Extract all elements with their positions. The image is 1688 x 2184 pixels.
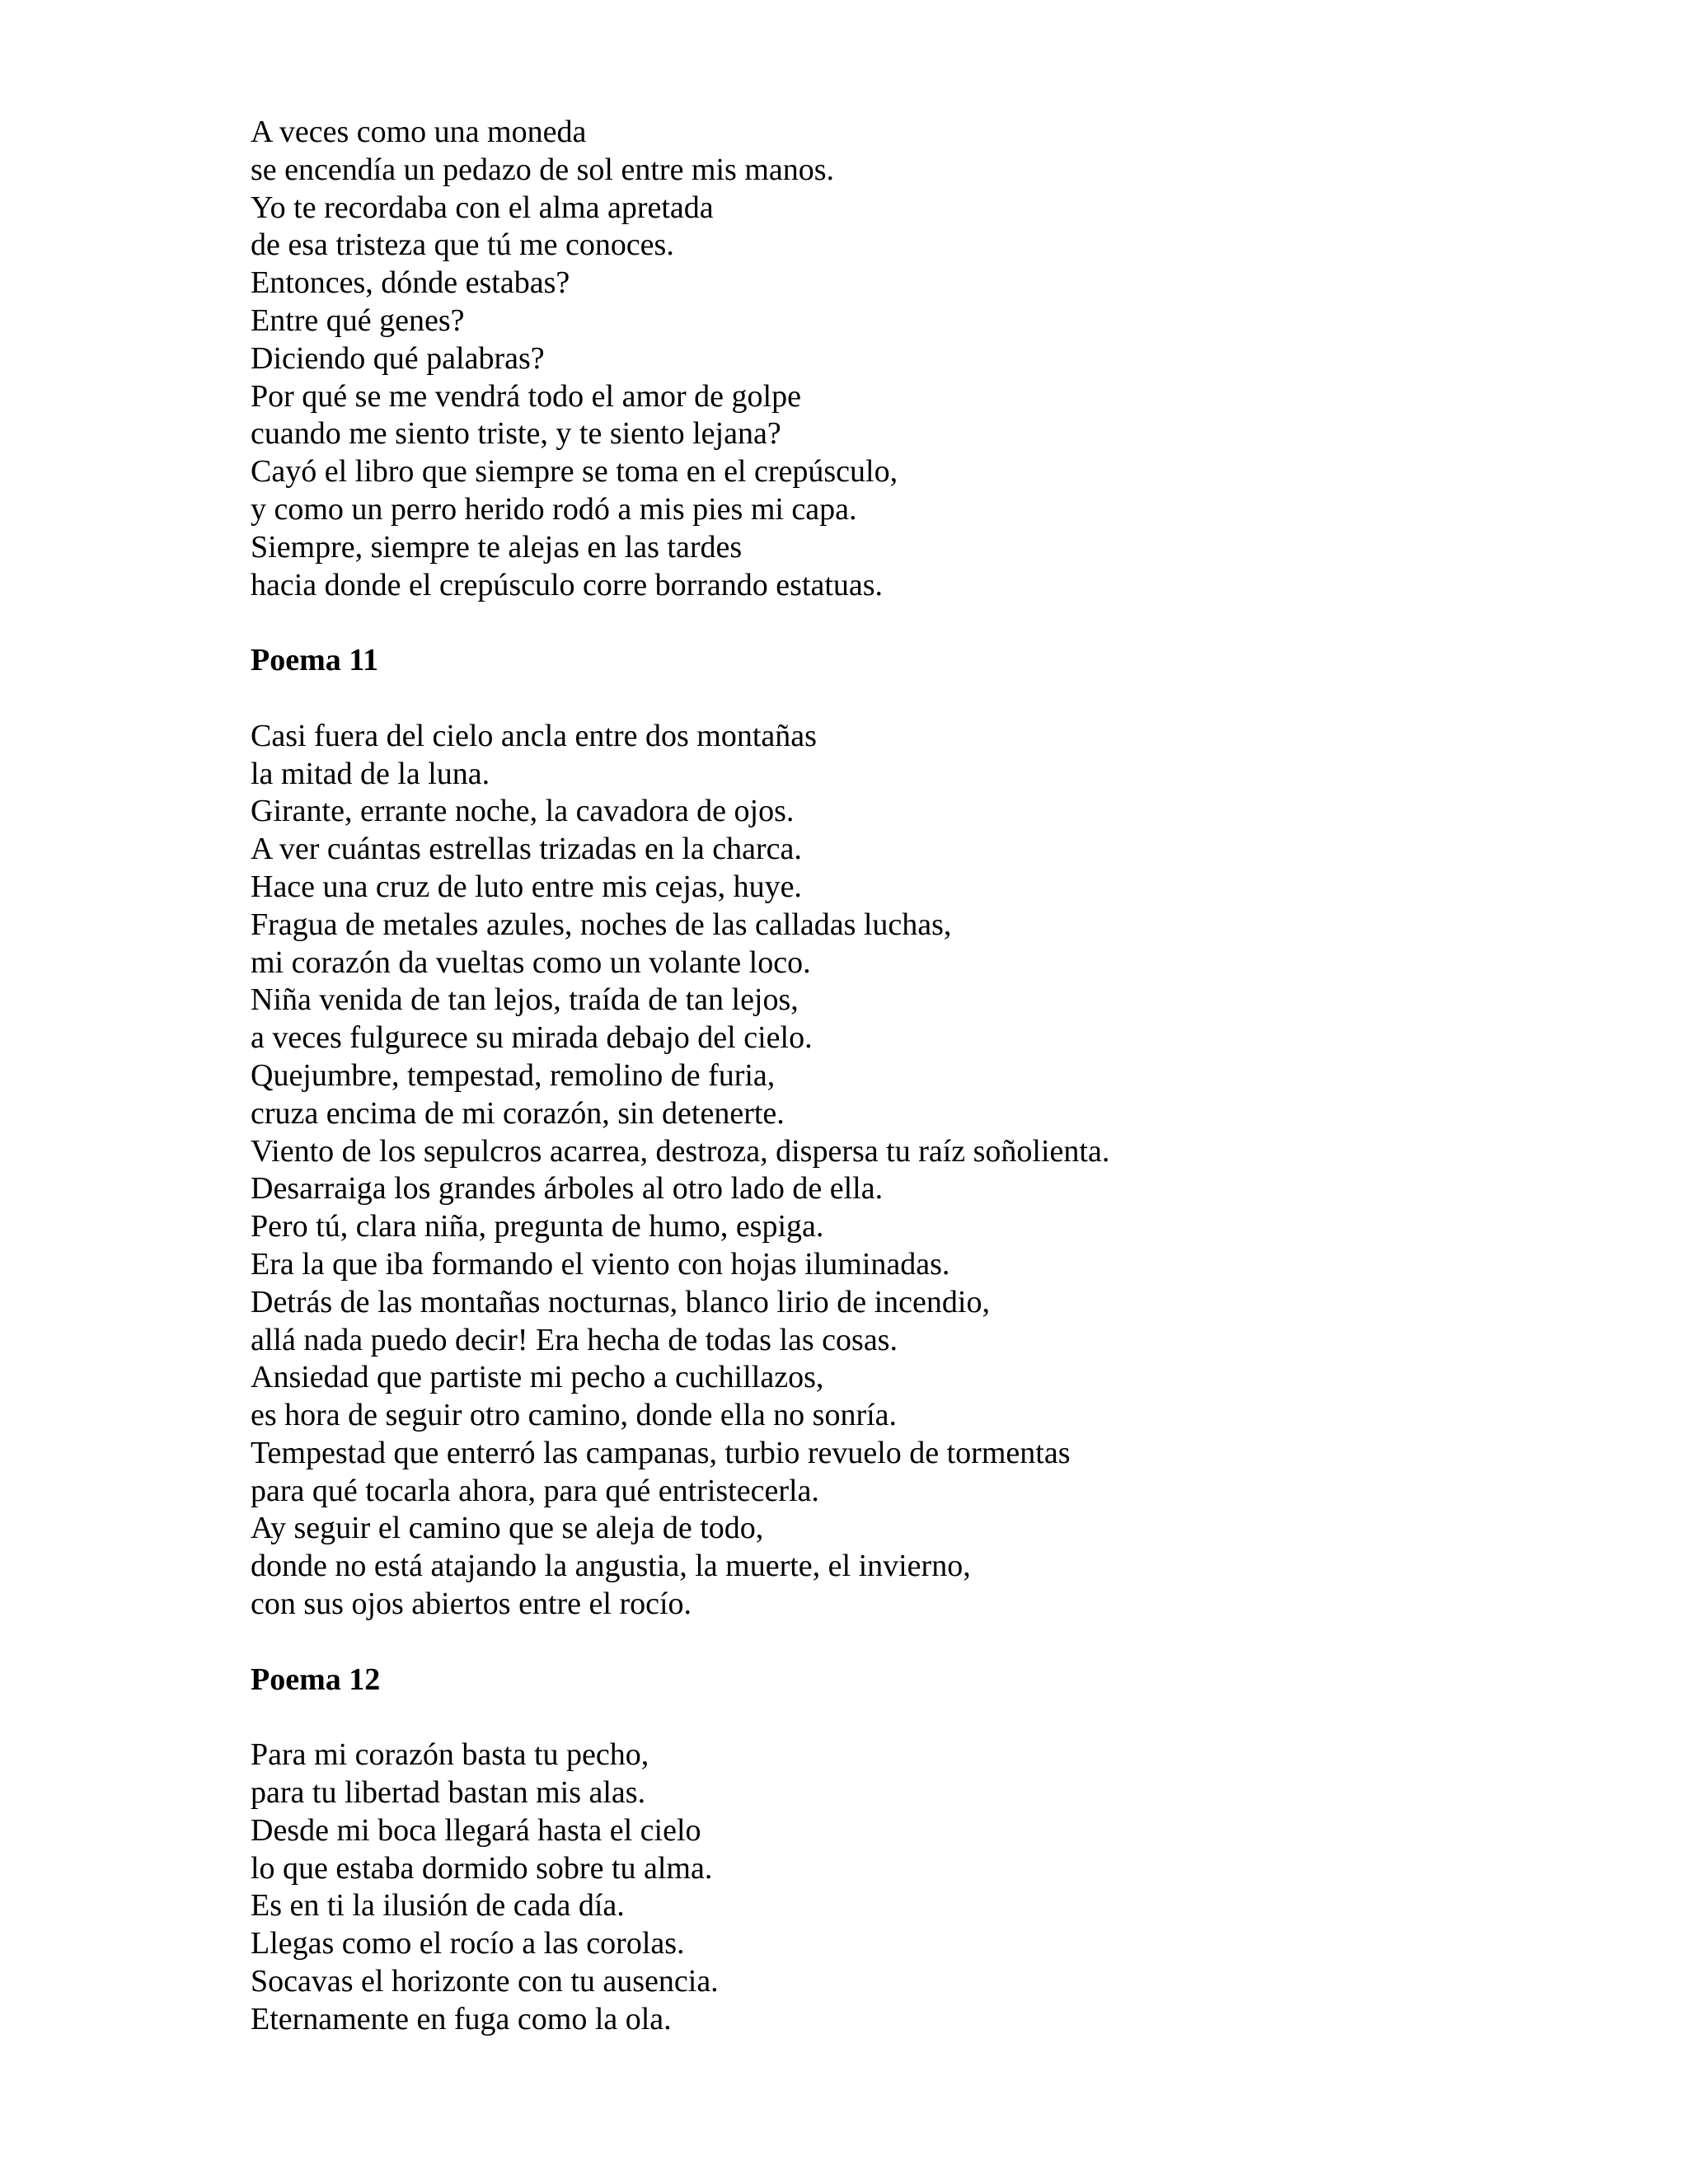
- poem-line: se encendía un pedazo de sol entre mis manos.: [251, 152, 835, 187]
- poem-line: Era la que iba formando el viento con hojas iluminadas.: [251, 1246, 950, 1282]
- stanza-gap: [251, 1624, 1569, 1661]
- poem-line: Tempestad que enterró las campanas, turbio revuelo de tormentas: [251, 1435, 1071, 1470]
- poem-line: hacia donde el crepúsculo corre borrando estatuas.: [251, 567, 884, 602]
- poem-line: Ay seguir el camino que se aleja de todo,: [251, 1511, 764, 1546]
- poem-line: cruza encima de mi corazón, sin detenerte.: [251, 1095, 785, 1131]
- poem-line: Pero tú, clara niña, pregunta de humo, espiga.: [251, 1209, 824, 1244]
- poem-line: de esa tristeza que tú me conoces.: [251, 227, 674, 263]
- poem-line: Desarraiga los grandes árboles al otro lado de ella.: [251, 1171, 884, 1207]
- poem-section-continuation: [251, 114, 1569, 604]
- poem-line: Ansiedad que partiste mi pecho a cuchillazos,: [251, 1360, 824, 1395]
- poem-text-column: [251, 114, 1569, 2039]
- poem-line: Por qué se me vendrá todo el amor de golpe: [251, 378, 801, 414]
- poem-heading: Poema 12: [251, 1661, 381, 1697]
- poem-line: Cayó el libro que siempre se toma en el crepúsculo,: [251, 454, 898, 490]
- poem-section-12: [251, 1661, 1569, 2039]
- poem-line: Girante, errante noche, la cavadora de ojos.: [251, 794, 795, 829]
- poem-section-11: [251, 642, 1569, 1624]
- poem-line: para qué tocarla ahora, para qué entristecerla.: [251, 1473, 819, 1508]
- stanza-gap: [251, 604, 1569, 642]
- poem-line: Viento de los sepulcros acarrea, destroza, dispersa tu raíz soñolienta.: [251, 1133, 1110, 1169]
- poem-line: Socavas el horizonte con tu ausencia.: [251, 1964, 719, 1999]
- poem-line: Entonces, dónde estabas?: [251, 265, 570, 301]
- poem-line: es hora de seguir otro camino, donde ella no sonría.: [251, 1398, 898, 1433]
- poem-line: Quejumbre, tempestad, remolino de furia,: [251, 1057, 776, 1093]
- poem-line: Niña venida de tan lejos, traída de tan lejos,: [251, 982, 799, 1018]
- poem-line: cuando me siento triste, y te siento lejana?: [251, 416, 781, 452]
- poem-heading: Poema 11: [251, 643, 379, 678]
- poem-line: a veces fulgurece su mirada debajo del cielo.: [251, 1020, 813, 1056]
- poem-line: Fragua de metales azules, noches de las calladas luchas,: [251, 907, 952, 942]
- poem-line: Diciendo qué palabras?: [251, 340, 545, 376]
- poem-line: Es en ti la ilusión de cada día.: [251, 1888, 625, 1924]
- poem-line: la mitad de la luna.: [251, 756, 490, 791]
- poem-line: Casi fuera del cielo ancla entre dos montañas: [251, 718, 817, 753]
- stanza-gap: [251, 1699, 1569, 1736]
- poem-line: lo que estaba dormido sobre tu alma.: [251, 1850, 713, 1886]
- poem-line: allá nada puedo decir! Era hecha de todas las cosas.: [251, 1322, 898, 1357]
- poem-line: Detrás de las montañas nocturnas, blanco lirio de incendio,: [251, 1284, 990, 1319]
- poem-line: Desde mi boca llegará hasta el cielo: [251, 1812, 701, 1848]
- poem-line: Entre qué genes?: [251, 302, 465, 338]
- poem-line: Yo te recordaba con el alma apretada: [251, 190, 714, 225]
- poem-line: A ver cuántas estrellas trizadas en la charca.: [251, 832, 802, 867]
- poem-line: Para mi corazón basta tu pecho,: [251, 1737, 649, 1773]
- stanza-gap: [251, 680, 1569, 718]
- poem-line: donde no está atajando la angustia, la muerte, el invierno,: [251, 1549, 971, 1584]
- poem-line: mi corazón da vueltas como un volante loco.: [251, 944, 811, 980]
- poem-line: Llegas como el rocío a las corolas.: [251, 1926, 685, 1961]
- poem-line: para tu libertad bastan mis alas.: [251, 1775, 646, 1811]
- poem-line: A veces como una moneda: [251, 115, 587, 149]
- poem-line: con sus ojos abiertos entre el rocío.: [251, 1586, 692, 1622]
- poem-line: Hace una cruz de luto entre mis cejas, huye.: [251, 869, 802, 904]
- poem-line: Siempre, siempre te alejas en las tardes: [251, 529, 743, 565]
- poem-line: y como un perro herido rodó a mis pies mi capa.: [251, 491, 857, 527]
- poem-line: Eternamente en fuga como la ola.: [251, 2001, 672, 2036]
